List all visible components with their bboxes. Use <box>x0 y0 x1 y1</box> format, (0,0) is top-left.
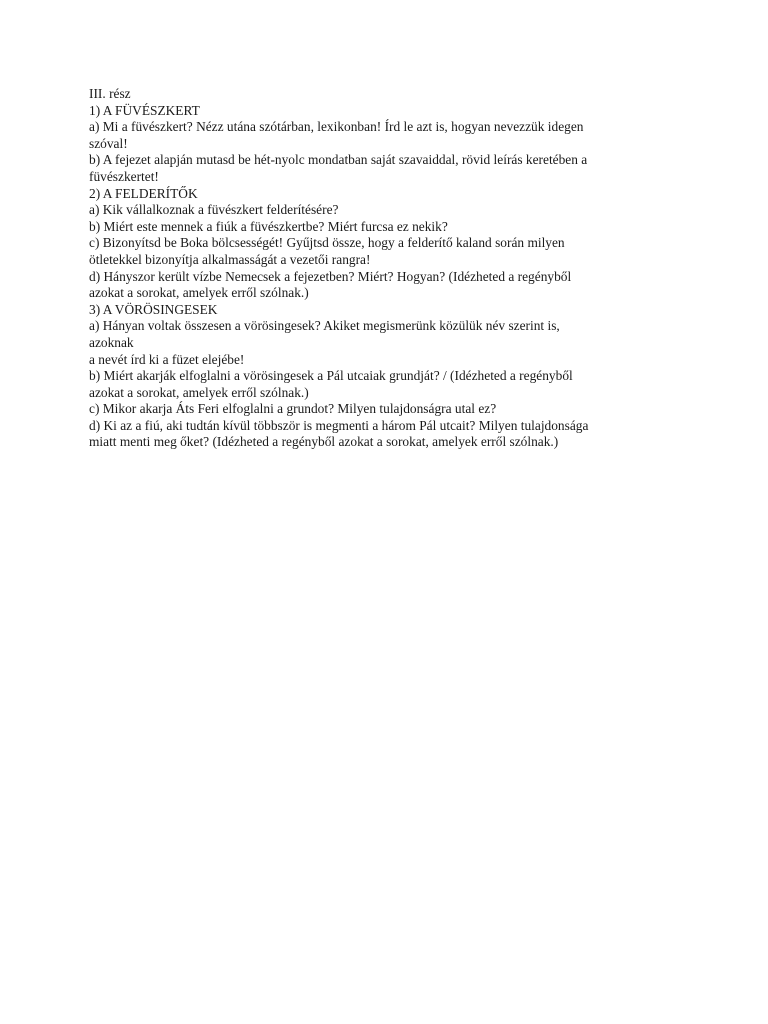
question-3d: d) Ki az a fiú, aki tudtán kívül többször is megmenti a három Pál utcait? Milyen tulajdonsága <box>89 417 589 433</box>
heading-vorosingesek: 3) A VÖRÖSINGESEK <box>89 301 218 317</box>
question-2c-cont: ötletekkel bizonyítja alkalmasságát a vezetői rangra! <box>89 251 371 267</box>
question-1a: a) Mi a füvészkert? Nézz utána szótárban, lexikonban! Írd le azt is, hogyan nevezzük idegen <box>89 119 584 135</box>
question-2c: c) Bizonyítsd be Boka bölcsességét! Gyűjtsd össze, hogy a felderítő kaland során milyen <box>89 235 565 251</box>
question-3b: b) Miért akarják elfoglalni a vörösingesek a Pál utcaiak grundját? / (Idézheted a regényből <box>89 368 573 384</box>
question-1b: b) A fejezet alapján mutasd be hét-nyolc mondatban saját szavaiddal, rövid leírás keretében a <box>89 152 588 168</box>
question-3a: a) Hányan voltak összesen a vörösingesek? Akiket megismerünk közülük név szerint is, <box>89 318 560 334</box>
question-2b: b) Miért este mennek a fiúk a füvészkertbe? Miért furcsa ez nekik? <box>89 218 448 234</box>
heading-felderitok: 2) A FELDERÍTŐK <box>89 185 198 201</box>
document-text <box>89 86 689 451</box>
question-1a-cont: szóval! <box>89 135 128 151</box>
question-3c: c) Mikor akarja Áts Feri elfoglalni a grundot? Milyen tulajdonságra utal ez? <box>89 401 497 417</box>
question-2a: a) Kik vállalkoznak a füvészkert felderítésére? <box>89 202 339 218</box>
question-2d: d) Hányszor került vízbe Nemecsek a fejezetben? Miért? Hogyan? (Idézheted a regényből <box>89 268 572 284</box>
question-3a-cont-1: azoknak <box>89 334 134 350</box>
question-1b-cont: füvészkertet! <box>89 168 159 184</box>
heading-fuveszkert: 1) A FÜVÉSZKERT <box>89 102 200 118</box>
question-3d-cont: miatt menti meg őket? (Idézheted a regényből azokat a sorokat, amelyek erről szólnak.) <box>89 434 559 450</box>
question-3b-cont: azokat a sorokat, amelyek erről szólnak.) <box>89 384 309 400</box>
question-3a-cont-2: a nevét írd ki a füzet elejébe! <box>89 351 245 367</box>
question-2d-cont: azokat a sorokat, amelyek erről szólnak.) <box>89 285 309 301</box>
section-title: III. rész <box>89 86 131 101</box>
